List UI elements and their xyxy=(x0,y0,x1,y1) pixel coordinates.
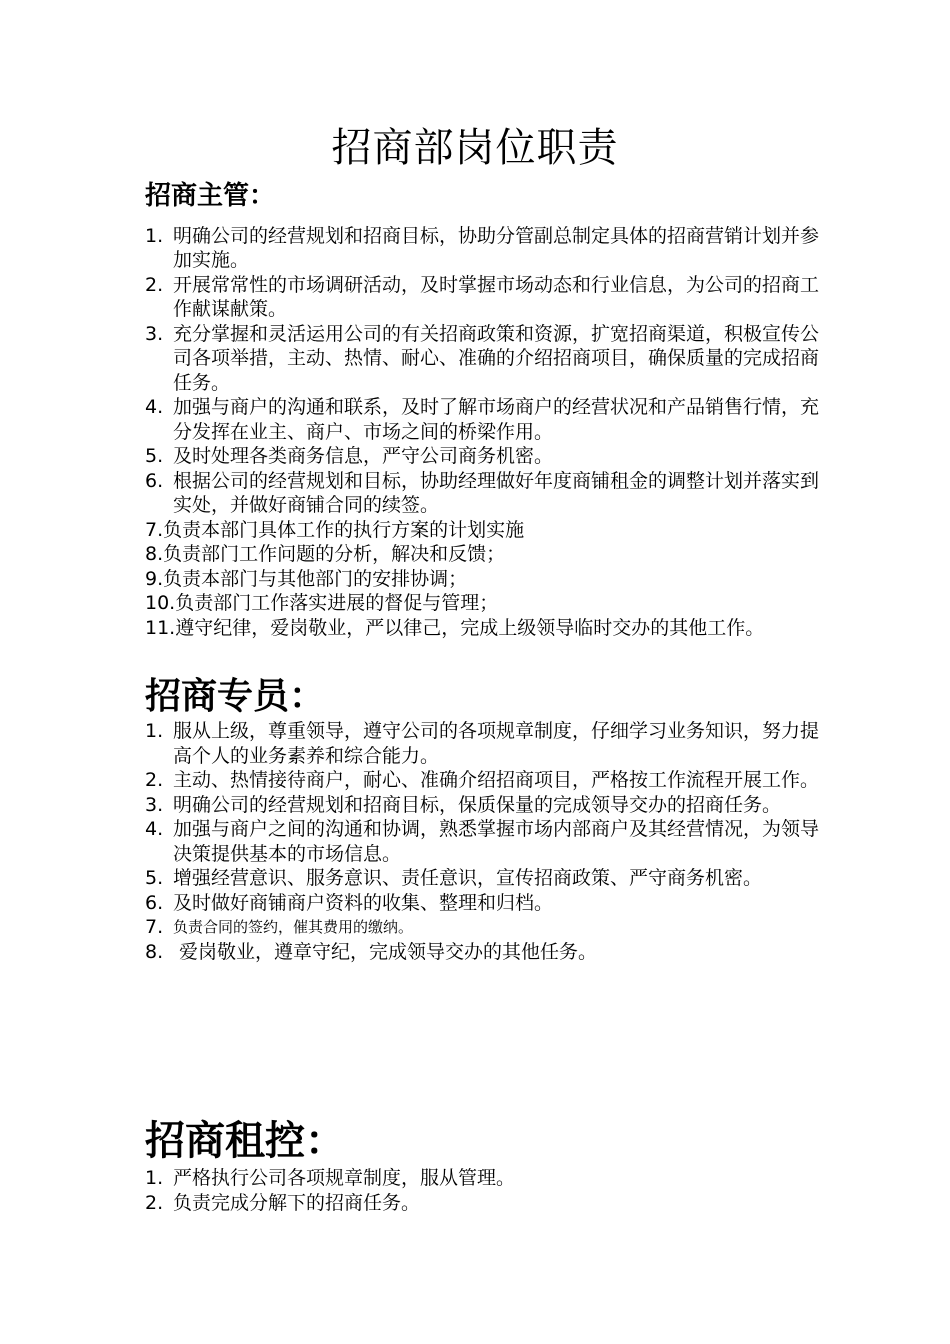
item-number: 8. xyxy=(145,940,164,963)
page-title: 招商部岗位职责 xyxy=(331,125,619,171)
item-number: 10. xyxy=(145,592,176,615)
item-text: 根据公司的经营规划和目标，协助经理做好年度商铺租金的调整计划并落实到实处，并做好商铺合同的续签。 xyxy=(173,469,820,517)
list-item xyxy=(145,518,825,543)
item-number: 4. xyxy=(145,396,164,419)
section-heading: 招商租控： xyxy=(145,1118,345,1164)
item-number: 5. xyxy=(145,867,164,890)
item-number: 8. xyxy=(145,543,164,566)
item-text: 负责部门工作落实进展的督促与管理； xyxy=(175,592,499,615)
item-text: 明确公司的经营规划和招商目标，协助分管副总制定具体的招商营销计划并参加实施。 xyxy=(173,224,820,272)
item-text: 充分掌握和灵活运用公司的有关招商政策和资源，扩宽招商渠道，积极宣传公司各项举措，主动、热情、耐心、准确的介绍招商项目，确保质量的完成招商任务。 xyxy=(173,322,820,394)
list-item xyxy=(145,940,825,965)
list-item xyxy=(145,542,825,567)
item-number: 6. xyxy=(145,891,164,914)
list-item xyxy=(145,567,825,592)
item-text: 加强与商户之间的沟通和协调，熟悉掌握市场内部商户及其经营情况，为领导决策提供基本的市场信息。 xyxy=(173,818,820,865)
duty-list xyxy=(145,719,825,964)
item-text: 负责本部门与其他部门的安排协调； xyxy=(163,567,468,590)
item-text: 爱岗敬业，遵章守纪，完成领导交办的其他任务。 xyxy=(179,940,598,963)
list-item xyxy=(145,793,825,818)
list-item xyxy=(145,395,825,444)
duty-list xyxy=(145,1166,825,1215)
list-item xyxy=(145,1166,825,1191)
list-item xyxy=(145,444,825,469)
item-text: 负责本部门具体工作的执行方案的计划实施 xyxy=(163,518,525,541)
item-number: 3. xyxy=(145,322,164,345)
item-number: 11. xyxy=(145,616,176,639)
list-item xyxy=(145,469,825,518)
list-item xyxy=(145,591,825,616)
item-number: 1. xyxy=(145,720,164,743)
item-number: 6. xyxy=(145,469,164,492)
list-item xyxy=(145,891,825,916)
section-heading: 招商主管： xyxy=(145,181,276,211)
item-number: 5. xyxy=(145,445,164,468)
item-number: 4. xyxy=(145,818,164,841)
item-text: 增强经营意识、服务意识、责任意识，宣传招商政策、严守商务机密。 xyxy=(173,867,763,890)
duty-list xyxy=(145,224,825,641)
section-lease-control xyxy=(145,1118,825,1215)
item-number: 9. xyxy=(145,567,164,590)
item-text: 加强与商户的沟通和联系，及时了解市场商户的经营状况和产品销售行情，充分发挥在业主、商户、市场之间的桥梁作用。 xyxy=(173,396,820,443)
item-text: 负责合同的签约，催其费用的缴纳。 xyxy=(173,918,414,937)
item-text: 负责部门工作问题的分析，解决和反馈； xyxy=(163,543,506,566)
section-specialist xyxy=(145,676,825,964)
item-number: 3. xyxy=(145,793,164,816)
list-item xyxy=(145,273,825,322)
section-heading: 招商专员： xyxy=(145,676,326,717)
section-supervisor xyxy=(145,182,825,640)
item-number: 1. xyxy=(145,1167,164,1189)
list-item xyxy=(145,1191,825,1216)
item-text: 严格执行公司各项规章制度，服从管理。 xyxy=(173,1167,516,1189)
item-number: 2. xyxy=(145,1191,164,1214)
item-text: 遵守纪律，爱岗敬业，严以律己，完成上级领导临时交办的其他工作。 xyxy=(175,616,765,639)
item-number: 1. xyxy=(145,224,164,247)
item-text: 服从上级，尊重领导，遵守公司的各项规章制度，仔细学习业务知识，努力提高个人的业务素养和综合能力。 xyxy=(173,720,820,767)
item-text: 及时处理各类商务信息，严守公司商务机密。 xyxy=(173,445,554,468)
item-text: 及时做好商铺商户资料的收集、整理和归档。 xyxy=(173,891,554,914)
item-text: 负责完成分解下的招商任务。 xyxy=(173,1191,421,1214)
item-text: 开展常常性的市场调研活动，及时掌握市场动态和行业信息，为公司的招商工作献谋献策。 xyxy=(173,273,820,321)
list-item xyxy=(145,915,825,940)
item-number: 2. xyxy=(145,769,164,792)
item-number: 2. xyxy=(145,273,164,296)
list-item xyxy=(145,322,825,396)
item-number: 7. xyxy=(145,916,164,939)
list-item xyxy=(145,616,825,641)
item-text: 主动、热情接待商户，耐心、准确介绍招商项目，严格按工作流程开展工作。 xyxy=(173,769,820,792)
item-text: 明确公司的经营规划和招商目标，保质保量的完成领导交办的招商任务。 xyxy=(173,793,782,816)
list-item xyxy=(145,866,825,891)
item-number: 7. xyxy=(145,518,164,541)
list-item xyxy=(145,817,825,866)
list-item xyxy=(145,719,825,768)
list-item xyxy=(145,768,825,793)
list-item xyxy=(145,224,825,273)
